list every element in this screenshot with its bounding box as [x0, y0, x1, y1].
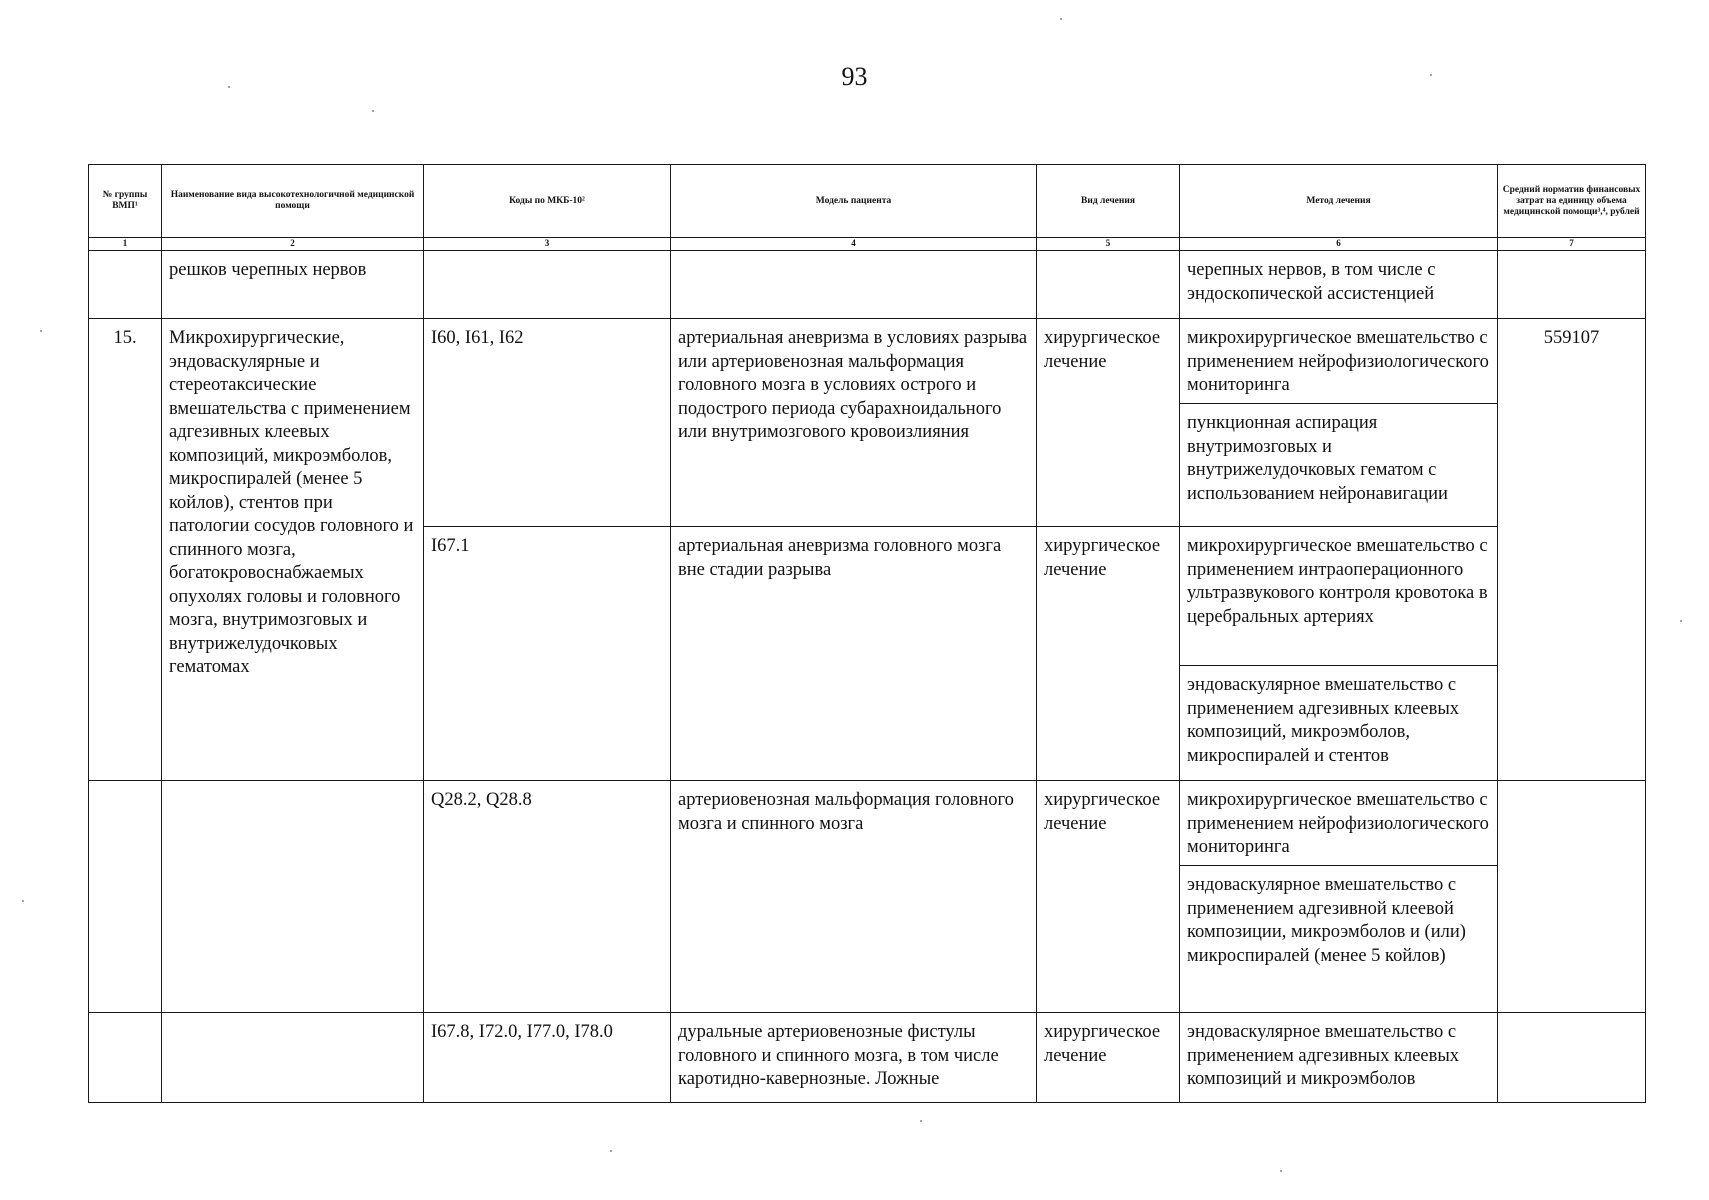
treatment-method-cell — [1180, 527, 1498, 781]
column-number: 5 — [1037, 238, 1180, 251]
treatment-method-item: микрохирургическое вмешательство с применением интраоперационного ультразвукового контроля кровотока в церебральных артериях — [1180, 527, 1497, 666]
header-group-number: № группы ВМП¹ — [89, 165, 162, 238]
treatment-method-item: эндоваскулярное вмешательство с применением адгезивных клеевых композиций, микроэмболов, микроспиралей и стентов — [1187, 675, 1460, 766]
table-row — [89, 781, 1646, 1013]
table-row — [89, 1013, 1646, 1103]
column-number-row — [89, 238, 1646, 251]
column-number: 1 — [89, 238, 162, 251]
treatment-type-cell: хирургическое лечение — [1037, 319, 1180, 527]
patient-model-cell: артериальная аневризма в условиях разрыва или артериовенозная мальформация головного мозга в условиях острого и подострого периода субарахноидального или внутримозгового кровоизлияния — [671, 319, 1037, 527]
scan-speck — [1430, 74, 1432, 76]
icd-codes-cell — [424, 251, 671, 319]
care-type-cell: Микрохирургические, эндоваскулярные и стереотаксические вмешательства с применением адгезивных клеевых композиций, микроэмболов, микроспиралей (менее 5 койлов), стентов при патологии сосудов головного и спинного мозга, богатокровоснабжаемых опухолях головы и головного мозга, внутримозговых и внутрижелудочковых гематомах — [162, 319, 424, 781]
group-number-cell — [89, 1013, 162, 1103]
treatment-type-cell: хирургическое лечение — [1037, 1013, 1180, 1103]
treatment-method-item: эндоваскулярное вмешательство с применением адгезивных клеевых композиций и микроэмболов — [1187, 1022, 1460, 1089]
patient-model-cell — [671, 251, 1037, 319]
care-type-cell — [162, 781, 424, 1013]
column-number: 4 — [671, 238, 1037, 251]
cost-cell — [1498, 251, 1646, 319]
header-care-type: Наименование вида высокотехнологичной медицинской помощи — [162, 165, 424, 238]
care-type-cell: решков черепных нервов — [162, 251, 424, 319]
patient-model-cell: дуральные артериовенозные фистулы головного и спинного мозга, в том числе каротидно-кавернозные. Ложные — [671, 1013, 1037, 1103]
column-number: 3 — [424, 238, 671, 251]
treatment-method-cell — [1180, 1013, 1498, 1103]
column-number: 2 — [162, 238, 424, 251]
treatment-type-cell: хирургическое лечение — [1037, 781, 1180, 1013]
column-number: 7 — [1498, 238, 1646, 251]
header-patient-model: Модель пациента — [671, 165, 1037, 238]
group-number-cell: 15. — [89, 319, 162, 781]
group-number-cell — [89, 781, 162, 1013]
table-row — [89, 319, 1646, 527]
group-number-cell — [89, 251, 162, 319]
treatment-method-item: эндоваскулярное вмешательство с применением адгезивной клеевой композиции, микроэмболов и (или) микроспиралей (менее 5 койлов) — [1187, 875, 1466, 966]
scan-speck — [1060, 18, 1062, 20]
icd-codes-cell: I60, I61, I62 — [424, 319, 671, 527]
scan-speck — [22, 900, 24, 902]
icd-codes-cell: I67.1 — [424, 527, 671, 781]
table-header-row — [89, 165, 1646, 238]
page-number: 93 — [841, 62, 868, 91]
scan-speck — [40, 330, 42, 332]
treatment-method-cell — [1180, 319, 1498, 527]
scan-speck — [1680, 620, 1682, 622]
header-icd-codes: Коды по МКБ-10² — [424, 165, 671, 238]
header-treatment-type: Вид лечения — [1037, 165, 1180, 238]
treatment-method-item: микрохирургическое вмешательство с применением нейрофизиологического мониторинга — [1180, 319, 1497, 404]
scan-speck — [372, 110, 374, 112]
care-type-cell — [162, 1013, 424, 1103]
treatment-method-cell: черепных нервов, в том числе с эндоскопической ассистенцией — [1180, 251, 1498, 319]
icd-codes-cell: I67.8, I72.0, I77.0, I78.0 — [424, 1013, 671, 1103]
scan-speck — [228, 86, 230, 88]
cost-cell: 559107 — [1498, 319, 1646, 781]
patient-model-cell: артериовенозная мальформация головного мозга и спинного мозга — [671, 781, 1037, 1013]
treatment-type-cell — [1037, 251, 1180, 319]
column-number: 6 — [1180, 238, 1498, 251]
cost-cell — [1498, 781, 1646, 1013]
treatment-type-cell: хирургическое лечение — [1037, 527, 1180, 781]
scan-speck — [920, 1120, 922, 1122]
scan-speck — [610, 1150, 612, 1152]
patient-model-cell: артериальная аневризма головного мозга вне стадии разрыва — [671, 527, 1037, 781]
treatment-method-item: микрохирургическое вмешательство с применением нейрофизиологического мониторинга — [1180, 781, 1497, 866]
treatment-method-cell — [1180, 781, 1498, 1013]
treatment-method-item: пункционная аспирация внутримозговых и внутрижелудочковых гематом с использованием нейронавигации — [1187, 413, 1448, 504]
header-cost-norm: Средний норматив финансовых затрат на единицу объема медицинской помощи³,⁴, рублей — [1498, 165, 1646, 238]
icd-codes-cell: Q28.2, Q28.8 — [424, 781, 671, 1013]
table-row-continued — [89, 251, 1646, 319]
header-treatment-method: Метод лечения — [1180, 165, 1498, 238]
cost-cell — [1498, 1013, 1646, 1103]
vmp-table — [88, 164, 1646, 1103]
scan-speck — [1280, 1170, 1282, 1172]
